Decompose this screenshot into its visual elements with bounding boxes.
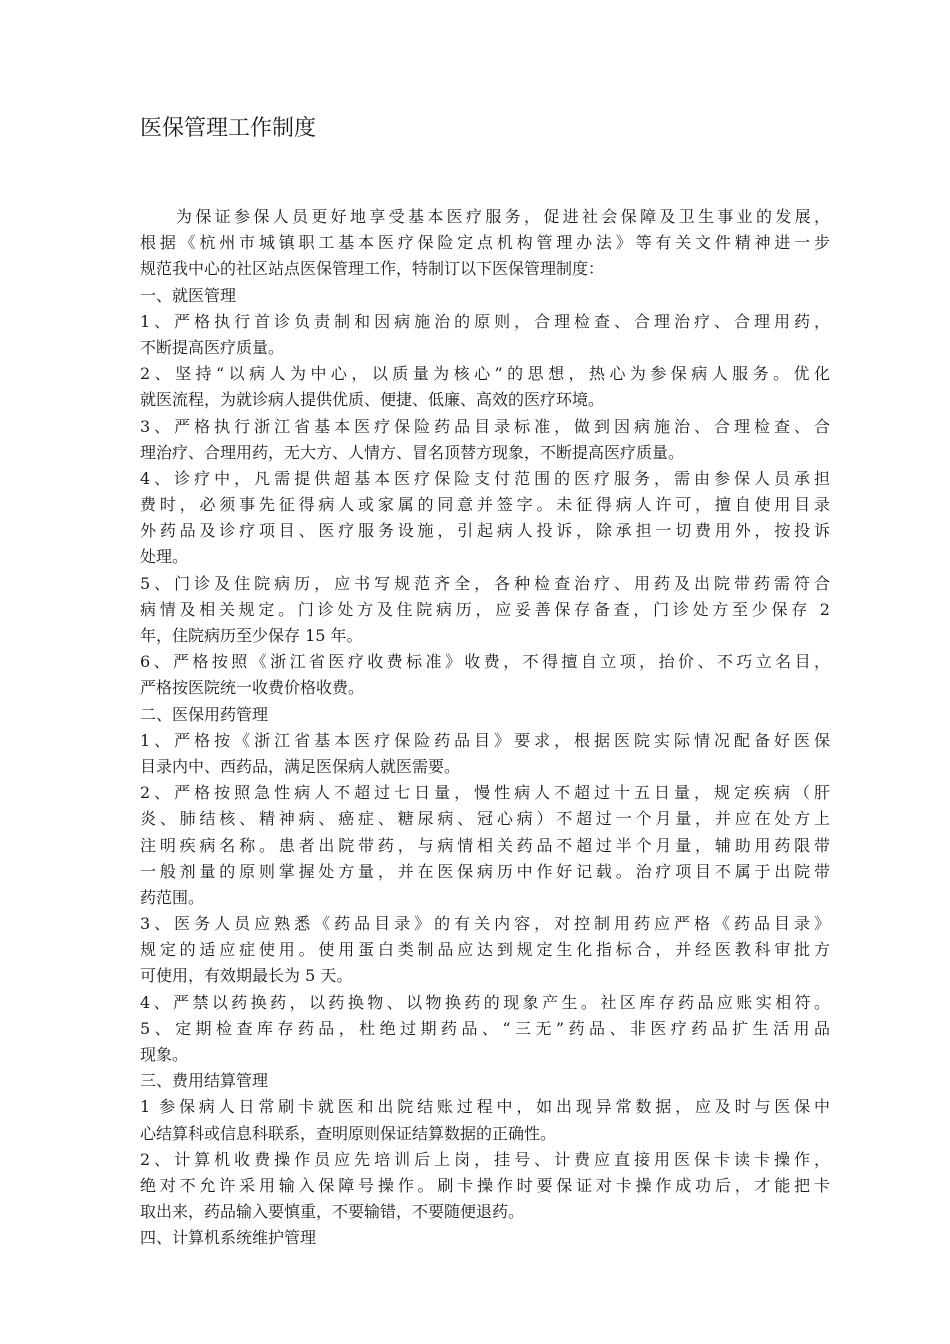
text-line: 严格按医院统一收费价格收费。 xyxy=(140,678,365,698)
text-line: 注明疾病名称。患者出院带药，与病情相关药品不超过半个月量，辅助用药限带 xyxy=(140,835,830,855)
text-line: 年，住院病历至少保存 15 年。 xyxy=(140,626,363,645)
text-line: 2、坚持“以病人为中心，以质量为核心”的思想，热心为参保病人服务。优化 xyxy=(140,364,830,384)
text-line: 为保证参保人员更好地享受基本医疗服务，促进社会保障及卫生事业的发展， xyxy=(176,207,830,226)
text-line: 1、严格按《浙江省基本医疗保险药品目》要求，根据医院实际情况配备好医保 xyxy=(140,730,830,750)
text-line: 就医流程，为就诊病人提供优质、便捷、低廉、高效的医疗环境。 xyxy=(140,390,605,410)
text-line: 4、严禁以药换药，以药换物、以物换药的现象产生。社区库存药品应账实相符。 xyxy=(140,992,830,1012)
text-line: 规范我中心的社区站点医保管理工作，特制订以下医保管理制度： xyxy=(140,259,605,279)
text-line: 二、医保用药管理 xyxy=(140,704,269,724)
text-line: 2、计算机收费操作员应先培训后上岗，挂号、计费应直接用医保卡读卡操作， xyxy=(140,1149,830,1169)
text-line: 1、严格执行首诊负责制和因病施治的原则，合理检查、合理治疗、合理用药， xyxy=(140,311,830,331)
text-line: 病情及相关规定。门诊处方及住院病历，应妥善保存备查，门诊处方至少保存 2 xyxy=(140,599,830,619)
document-title: 医保管理工作制度 xyxy=(140,116,317,141)
text-line: 一、就医管理 xyxy=(140,285,237,305)
text-line: 可使用，有效期最长为 5 天。 xyxy=(140,966,353,986)
text-line: 外药品及诊疗项目、医疗服务设施，引起病人投诉，除承担一切费用外，按投诉 xyxy=(140,521,830,541)
text-line: 2、严格按照急性病人不超过七日量，慢性病人不超过十五日量，规定疾病（肝 xyxy=(140,783,830,803)
text-line: 3、严格执行浙江省基本医疗保险药品目录标准，做到因病施治、合理检查、合 xyxy=(140,416,830,436)
text-line: 5、门诊及住院病历，应书写规范齐全，各种检查治疗、用药及出院带药需符合 xyxy=(140,573,830,593)
text-line: 6、严格按照《浙江省医疗收费标准》收费，不得擅自立项，抬价、不巧立名目， xyxy=(140,652,830,672)
text-line: 3、医务人员应熟悉《药品目录》的有关内容，对控制用药应严格《药品目录》 xyxy=(140,914,830,934)
text-line: 4、诊疗中，凡需提供超基本医疗保险支付范围的医疗服务，需由参保人员承担 xyxy=(140,468,830,488)
text-line: 1 参保病人日常刷卡就医和出院结账过程中，如出现异常数据，应及时与医保中 xyxy=(140,1097,830,1117)
text-line: 药范围。 xyxy=(140,887,205,907)
text-line: 费时，必须事先征得病人或家属的同意并签字。未征得病人许可，擅自使用目录 xyxy=(140,495,830,515)
text-line: 规定的适应症使用。使用蛋白类制品应达到规定生化指标合，并经医教科审批方 xyxy=(140,940,830,960)
text-line: 5、定期检查库存药品，杜绝过期药品、“三无”药品、非医疗药品扩生活用品 xyxy=(140,1018,830,1038)
text-line: 理治疗、合理用药，无大方、人情方、冒名顶替方现象，不断提高医疗质量。 xyxy=(140,442,685,462)
text-line: 不断提高医疗质量。 xyxy=(140,337,285,357)
text-line: 炎、肺结核、精神病、癌症、糖尿病、冠心病）不超过一个月量，并应在处方上 xyxy=(140,809,830,829)
text-line: 现象。 xyxy=(140,1045,189,1064)
text-line: 根据《杭州市城镇职工基本医疗保险定点机构管理办法》等有关文件精神进一步 xyxy=(140,233,830,253)
text-line: 心结算科或信息科联系，查明原则保证结算数据的正确性。 xyxy=(140,1123,557,1143)
document-body xyxy=(140,204,830,1252)
text-line: 处理。 xyxy=(140,547,189,567)
text-line: 四、计算机系统维护管理 xyxy=(140,1228,317,1248)
text-line: 绝对不允许采用输入保障号操作。刷卡操作时要保证对卡操作成功后，才能把卡 xyxy=(140,1175,830,1195)
text-line: 一般剂量的原则掌握处方量，并在医保病历中作好记载。治疗项目不属于出院带 xyxy=(140,861,830,881)
text-line: 取出来，药品输入要慎重，不要输错，不要随便退药。 xyxy=(140,1202,525,1222)
text-line: 目录内中、西药品，满足医保病人就医需要。 xyxy=(140,756,461,776)
text-line: 三、费用结算管理 xyxy=(140,1071,269,1091)
